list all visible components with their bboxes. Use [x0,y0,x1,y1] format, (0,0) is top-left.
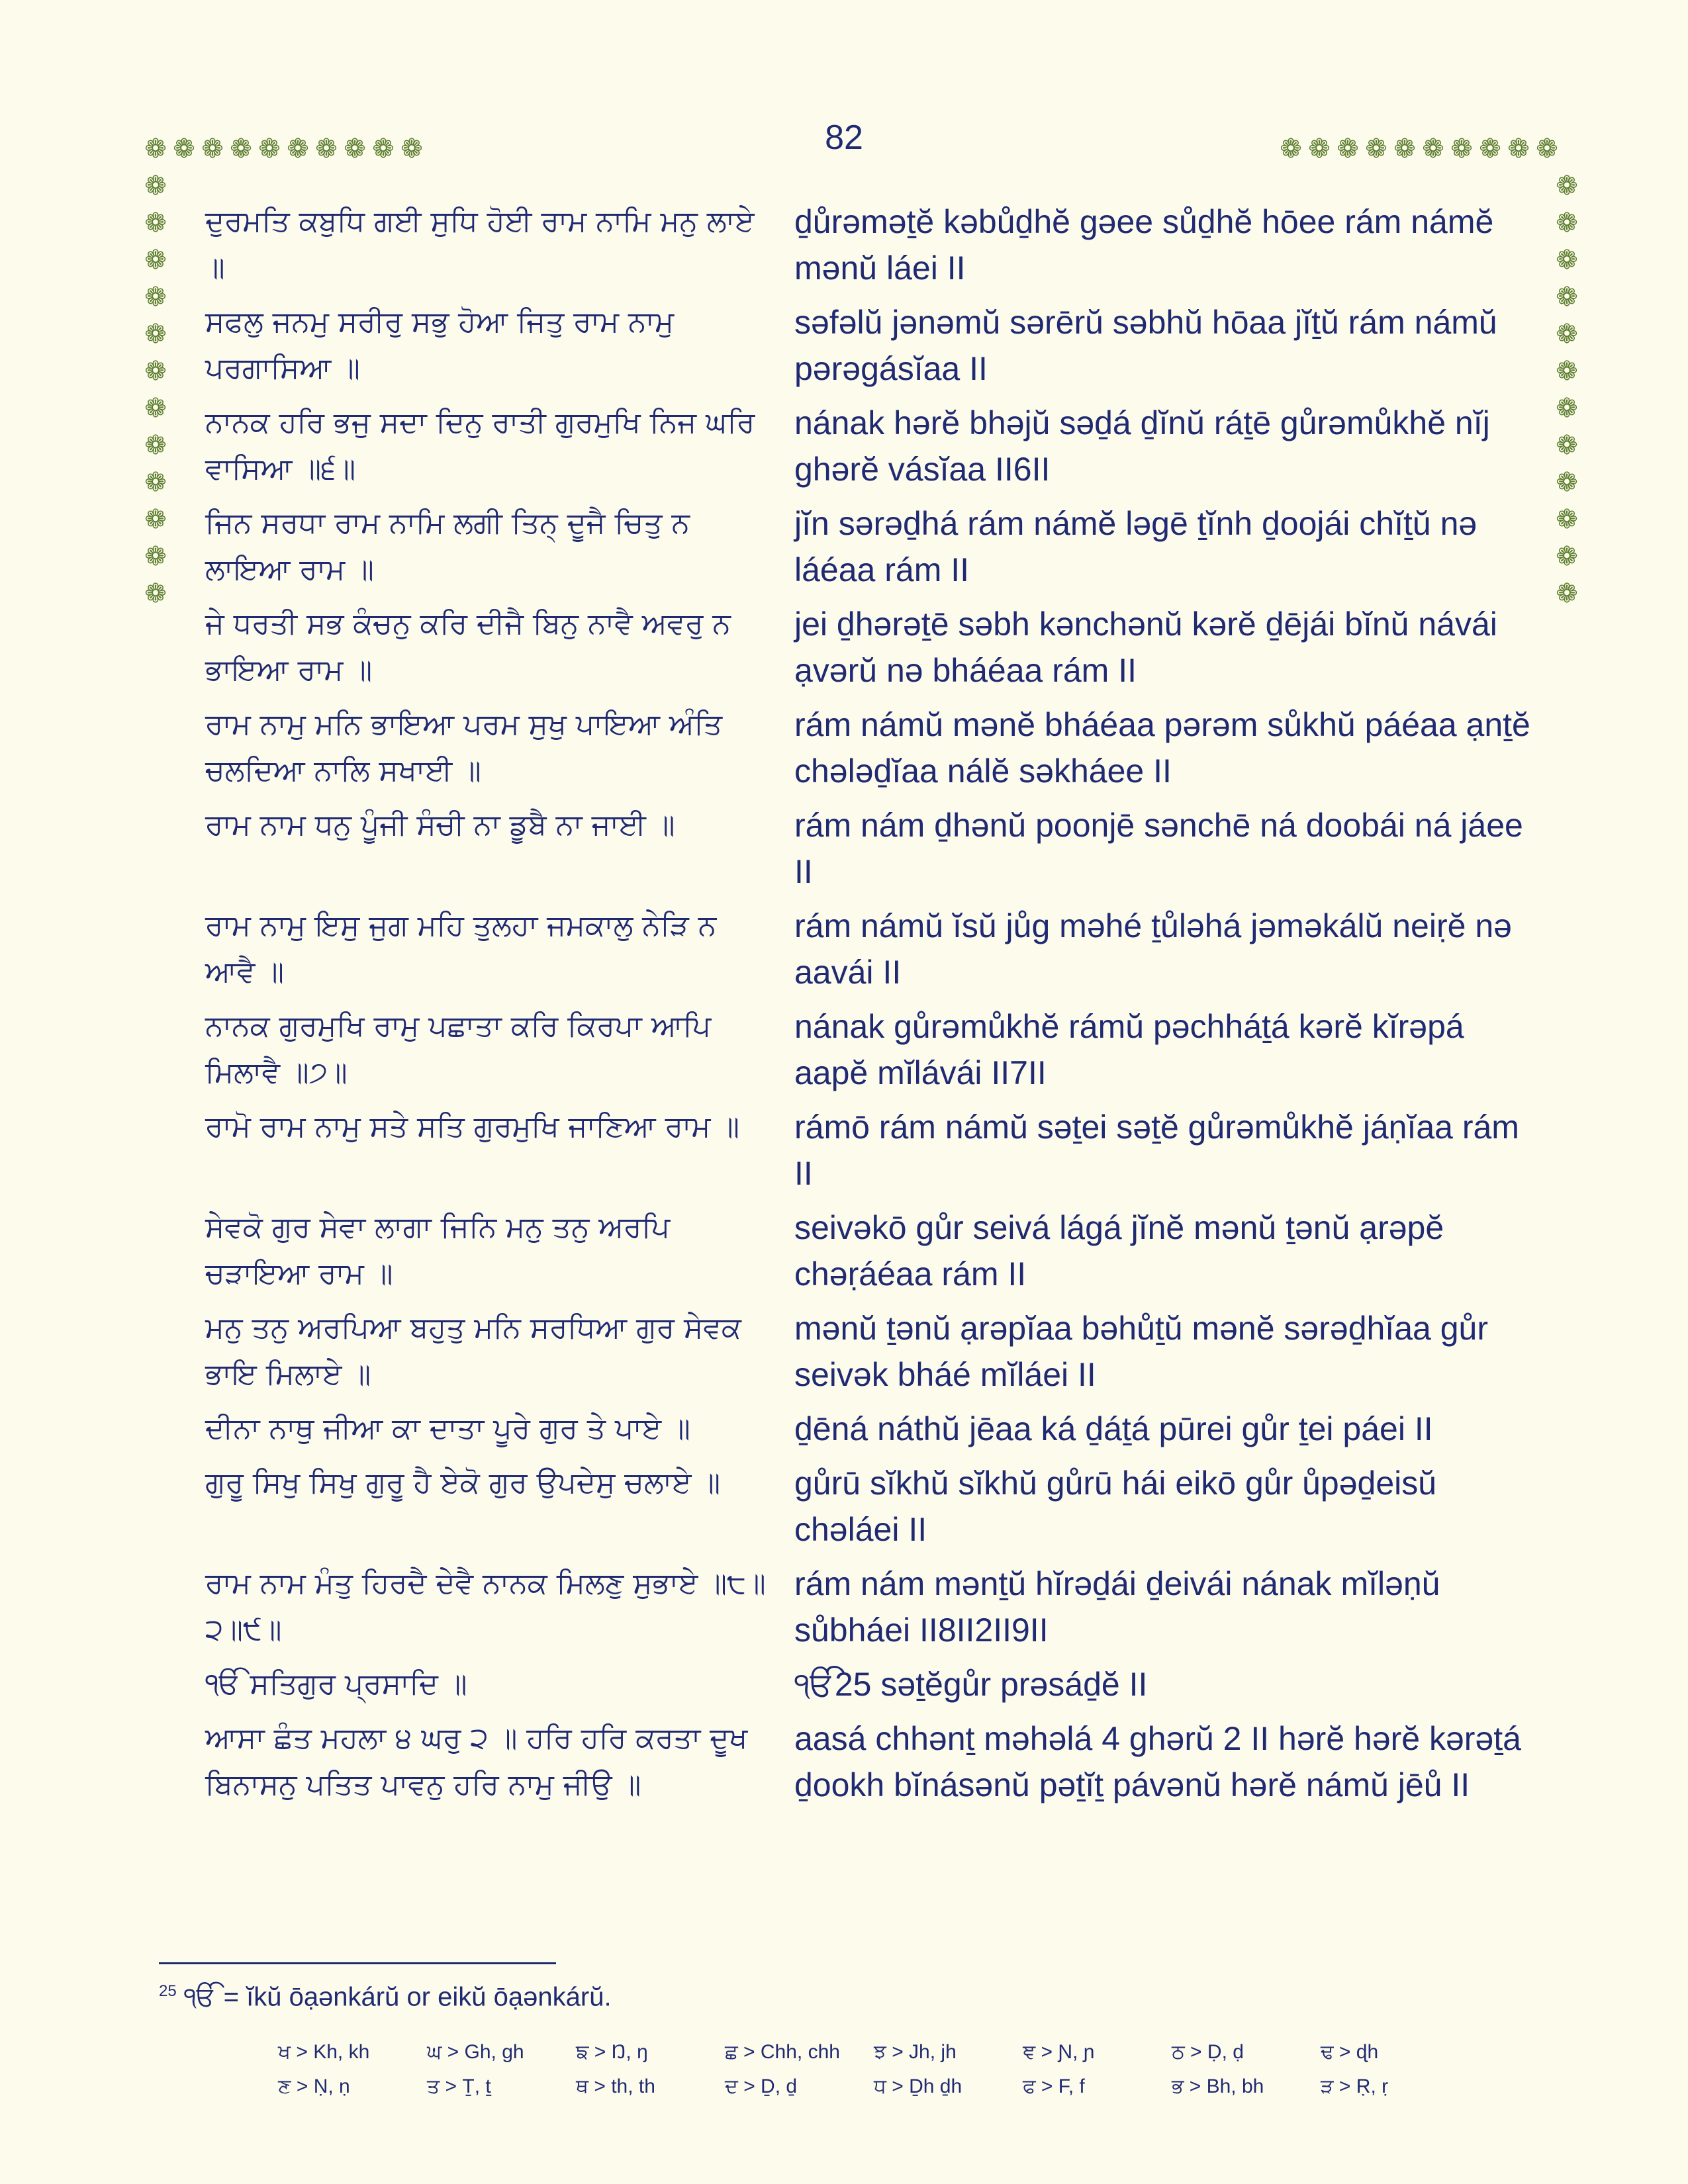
transliteration-line: mənŭ ṯənŭ ạrəpĭaa bəhůṯŭ mənĕ sərəḏhĭaa gůr seivək bháé mĭláei II [794,1310,1488,1393]
flower-ornament-icon: ❁ [1556,319,1578,349]
transliteration-line: jei ḏhərəṯē səbh kənchənŭ kərĕ ḏējái bĭnŭ návái ạvərŭ nə bháéaa rám II [794,606,1497,689]
flower-ornament-icon: ❁ [144,467,167,498]
flower-ornament-icon: ❁ [1556,578,1578,609]
verse-row [205,500,1536,593]
verse-row [205,1003,1536,1096]
verse-row [205,601,1536,694]
legend-entry: ਦ > Ḏ, ḏ [725,2075,798,2097]
transliteration-line: rám námŭ ĭsŭ jůg məhé ṯůləhá jəməkálŭ neiṛĕ nə aavái II [794,907,1512,991]
gurmukhi-line: ਰਾਮ ਨਾਮ ਮੰਤੁ ਹਿਰਦੈ ਦੇਵੈ ਨਾਨਕ ਮਿਲਣੁ ਸੁਭਾਏ ॥੮॥੨॥੯॥ [205,1567,766,1647]
flower-ornament-icon: ❁ [1365,134,1387,164]
flower-ornament-icon: ❁ [144,282,167,312]
legend-entry: ਘ > Gh, gh [427,2041,524,2063]
transliteration-legend [278,2035,1470,2104]
gurmukhi-line: ਰਾਮ ਨਾਮ ਧਨੁ ਪੂੰਜੀ ਸੰਚੀ ਨਾ ਡੂਬੈ ਨਾ ਜਾਈ ॥ [205,808,675,842]
gurmukhi-line: ੴ ਸਤਿਗੁਰ ਪ੍ਰਸਾਦਿ ॥ [205,1667,467,1701]
flower-ornament-icon: ❁ [230,134,252,164]
flower-ornament-icon: ❁ [1556,430,1578,461]
gurmukhi-line: ਦੀਨਾ ਨਾਥੁ ਜੀਆ ਕਾ ਦਾਤਾ ਪੂਰੇ ਗੁਰ ਤੇ ਪਾਏ ॥ [205,1412,690,1445]
footnote-text: ੴ = ĭkŭ ōạənkárŭ or eikŭ ōạənkárŭ. [183,1982,612,2012]
transliteration-line: gůrū sĭkhŭ sĭkhŭ gůrū hái eikō gůr ůpəḏeisŭ chəláei II [794,1465,1437,1548]
flower-ornament-icon: ❁ [144,208,167,238]
flower-ornament-icon: ❁ [144,430,167,461]
flower-ornament-icon: ❁ [144,171,167,201]
flower-ornament-icon: ❁ [144,541,167,572]
flower-ornament-icon: ❁ [1507,134,1530,164]
flower-ornament-icon: ❁ [144,393,167,424]
transliteration-line: rám námŭ mənĕ bháéaa pərəm sůkhŭ páéaa ạnṯĕ chələḏĭaa nálĕ səkháee II [794,706,1530,790]
gurmukhi-line: ਨਾਨਕ ਗੁਰਮੁਖਿ ਰਾਮੁ ਪਛਾਤਾ ਕਰਿ ਕਿਰਪਾ ਆਪਿ ਮਿਲਾਵੈ ॥੭॥ [205,1009,712,1089]
gurmukhi-line: ਸੇਵਕੋ ਗੁਰ ਸੇਵਾ ਲਾਗਾ ਜਿਨਿ ਮਨੁ ਤਨੁ ਅਰਪਿ ਚੜਾਇਆ ਰਾਮ ॥ [205,1210,670,1291]
legend-entry: ਧ > Ḏh ḏh [874,2075,962,2097]
legend-entry: ਤ > Ṯ, ṯ [427,2075,491,2097]
flower-ornament-icon: ❁ [1556,541,1578,572]
verse-row [205,1104,1536,1197]
legend-entry: ਙ > Ŋ, ŋ [576,2041,648,2063]
legend-entry: ਣ > Ṇ, ṇ [278,2075,350,2097]
flower-ornament-icon: ❁ [144,356,167,387]
flower-ornament-icon: ❁ [1556,282,1578,312]
verse-list [205,199,1536,1816]
flower-ornament-icon: ❁ [1280,134,1302,164]
verse-row [205,903,1536,995]
transliteration-line: aasá chhənṯ məhəlá 4 ghərŭ 2 II hərĕ hərĕ kərəṯá ḏookh bĭnásənŭ pəṯĭṯ pávənŭ hərĕ námŭ jēů II [794,1720,1521,1803]
transliteration-line: nának gůrəmůkhĕ rámŭ pəchháṯá kərĕ kĭrəpá aapĕ mĭlávái II7II [794,1008,1464,1091]
verse-row [205,1406,1536,1452]
legend-entry: ਠ > Ḍ, ḍ [1172,2041,1244,2063]
flower-ornament-icon: ❁ [201,134,224,164]
legend-entry: ਥ > th, th [576,2075,655,2097]
transliteration-line: seivəkō gůr seivá lágá jĭnĕ mənŭ ṯənŭ ạrəpĕ chəṛáéaa rám II [794,1209,1444,1293]
verse-row [205,1715,1536,1808]
flower-ornament-icon: ❁ [372,134,395,164]
verse-row [205,702,1536,794]
flower-ornament-icon: ❁ [1556,393,1578,424]
flower-ornament-icon: ❁ [400,134,423,164]
gurmukhi-line: ਮਨੁ ਤਨੁ ਅਰਪਿਆ ਬਹੁਤੁ ਮਨਿ ਸਰਧਿਆ ਗੁਰ ਸੇਵਕ ਭਾਇ ਮਿਲਾਏ ॥ [205,1311,741,1391]
legend-row [278,2070,1470,2104]
transliteration-line: ḏēná náthŭ jēaa ká ḏáṯá pūrei gůr ṯei páei II [794,1410,1433,1447]
flower-ornament-icon: ❁ [1479,134,1501,164]
verse-row [205,1460,1536,1553]
verse-row [205,802,1536,895]
transliteration-line: jĭn sərəḏhá rám námĕ ləgē ṯĭnh ḏoojái chĭṯŭ nə láéaa rám II [794,505,1477,588]
gurmukhi-line: ਜਿਨ ਸਰਧਾ ਰਾਮ ਨਾਮਿ ਲਗੀ ਤਿਨ੍ ਦੂਜੈ ਚਿਤੁ ਨ ਲਾਇਆ ਰਾਮ ॥ [205,506,690,586]
transliteration-line: rám nám mənṯŭ hĭrəḏái ḏeivái nának mĭləṇŭ sůbháei II8II2II9II [794,1565,1440,1649]
verse-row [205,1305,1536,1398]
legend-entry: ਖ > Kh, kh [278,2041,370,2063]
legend-entry: ਫ > F, f [1023,2075,1085,2097]
legend-entry: ਝ > Jh, jh [874,2041,957,2063]
legend-entry: ਢ > ɖh [1321,2041,1379,2063]
gurmukhi-line: ਸਫਲੁ ਜਨਮੁ ਸਰੀਰੁ ਸਭੁ ਹੋਆ ਜਿਤੁ ਰਾਮ ਨਾਮੁ ਪਰਗਾਸਿਆ ॥ [205,305,675,385]
footnote-number: 25 [159,1982,177,2000]
flower-ornament-icon: ❁ [144,578,167,609]
transliteration-line: ḏůrəməṯĕ kəbůḏhĕ gəee sůḏhĕ hōee rám námĕ mənŭ láei II [794,203,1494,287]
flower-ornament-icon: ❁ [1556,356,1578,387]
footnote-divider [159,1962,556,1964]
flower-ornament-icon: ❁ [315,134,338,164]
verse-row [205,1205,1536,1297]
legend-row [278,2035,1470,2070]
gurmukhi-line: ਰਾਮ ਨਾਮੁ ਇਸੁ ਜੁਗ ਮਹਿ ਤੁਲਹਾ ਜਮਕਾਲੁ ਨੇੜਿ ਨ ਆਵੈ ॥ [205,909,717,989]
verse-row [205,400,1536,492]
footnote [159,1982,612,2012]
flower-ornament-icon: ❁ [287,134,309,164]
flower-ornament-icon: ❁ [1422,134,1444,164]
verse-row [205,199,1536,291]
flower-ornament-icon: ❁ [1393,134,1416,164]
flower-ornament-icon: ❁ [144,134,167,164]
flower-ornament-icon: ❁ [1556,504,1578,535]
transliteration-line: rám nám ḏhənŭ poonjē sənchē ná doobái ná jáee II [794,807,1523,890]
flower-ornament-icon: ❁ [1556,467,1578,498]
legend-entry: ਞ > Ɲ, ɲ [1023,2041,1095,2063]
gurmukhi-line: ਰਾਮੋ ਰਾਮ ਨਾਮੁ ਸਤੇ ਸਤਿ ਗੁਰਮੁਖਿ ਜਾਣਿਆ ਰਾਮ ॥ [205,1110,740,1144]
flower-ornament-icon: ❁ [1308,134,1331,164]
flower-ornament-icon: ❁ [1536,134,1558,164]
gurmukhi-line: ਰਾਮ ਨਾਮੁ ਮਨਿ ਭਾਇਆ ਪਰਮ ਸੁਖੁ ਪਾਇਆ ਅੰਤਿ ਚਲਦਿਆ ਨਾਲਿ ਸਖਾਈ ॥ [205,707,723,788]
flower-ornament-icon: ❁ [1556,171,1578,201]
transliteration-line: rámō rám námŭ səṯei səṯĕ gůrəmůkhĕ jáṇĭaa rám II [794,1109,1519,1192]
flower-ornament-icon: ❁ [144,245,167,275]
verse-row [205,1561,1536,1653]
legend-entry: ਭ > Bh, bh [1172,2075,1264,2097]
gurmukhi-line: ਆਸਾ ਛੰਤ ਮਹਲਾ ੪ ਘਰੁ ੨ ॥ ਹਰਿ ਹਰਿ ਕਰਤਾ ਦੂਖ ਬਿਨਾਸਨੁ ਪਤਿਤ ਪਾਵਨੁ ਹਰਿ ਨਾਮੁ ਜੀਉ ॥ [205,1721,748,1801]
flower-ornament-icon: ❁ [144,319,167,349]
transliteration-line: səfəlŭ jənəmŭ sərērŭ səbhŭ hōaa jĭṯŭ rám námŭ pərəgásĭaa II [794,304,1497,387]
gurmukhi-line: ਜੇ ਧਰਤੀ ਸਭ ਕੰਚਨੁ ਕਰਿ ਦੀਜੈ ਬਿਨੁ ਨਾਵੈ ਅਵਰੁ ਨ ਭਾਇਆ ਰਾਮ ॥ [205,607,731,687]
flower-ornament-icon: ❁ [144,504,167,535]
flower-ornament-icon: ❁ [1556,245,1578,275]
gurmukhi-line: ਨਾਨਕ ਹਰਿ ਭਜੁ ਸਦਾ ਦਿਨੁ ਰਾਤੀ ਗੁਰਮੁਖਿ ਨਿਜ ਘਰਿ ਵਾਸਿਆ ॥੬॥ [205,406,755,486]
gurmukhi-line: ਗੁਰੂ ਸਿਖੁ ਸਿਖੁ ਗੁਰੂ ਹੈ ਏਕੋ ਗੁਰ ਉਪਦੇਸੁ ਚਲਾਏ ॥ [205,1466,721,1500]
transliteration-line: nának hərĕ bhəjŭ səḏá ḏĭnŭ ráṯē gůrəmůkhĕ nĭj ghərĕ vásĭaa II6II [794,404,1490,488]
flower-ornament-icon: ❁ [1556,208,1578,238]
flower-ornament-icon: ❁ [1336,134,1359,164]
legend-entry: ੜ > Ṛ, ṛ [1321,2075,1389,2097]
gurmukhi-line: ਦੁਰਮਤਿ ਕਬੁਧਿ ਗਈ ਸੁਧਿ ਹੋਈ ਰਾਮ ਨਾਮਿ ਮਨੁ ਲਾਏ ॥ [205,205,755,285]
transliteration-line: ੴ25 səṯĕgůr prəsáḏĕ II [794,1666,1148,1703]
flower-ornament-icon: ❁ [1450,134,1473,164]
flower-ornament-icon: ❁ [258,134,281,164]
verse-row [205,299,1536,392]
page-number: 82 [825,118,863,157]
flower-ornament-icon: ❁ [173,134,195,164]
verse-row [205,1661,1536,1707]
flower-ornament-icon: ❁ [344,134,366,164]
legend-entry: ਛ > Chh, chh [725,2041,840,2063]
